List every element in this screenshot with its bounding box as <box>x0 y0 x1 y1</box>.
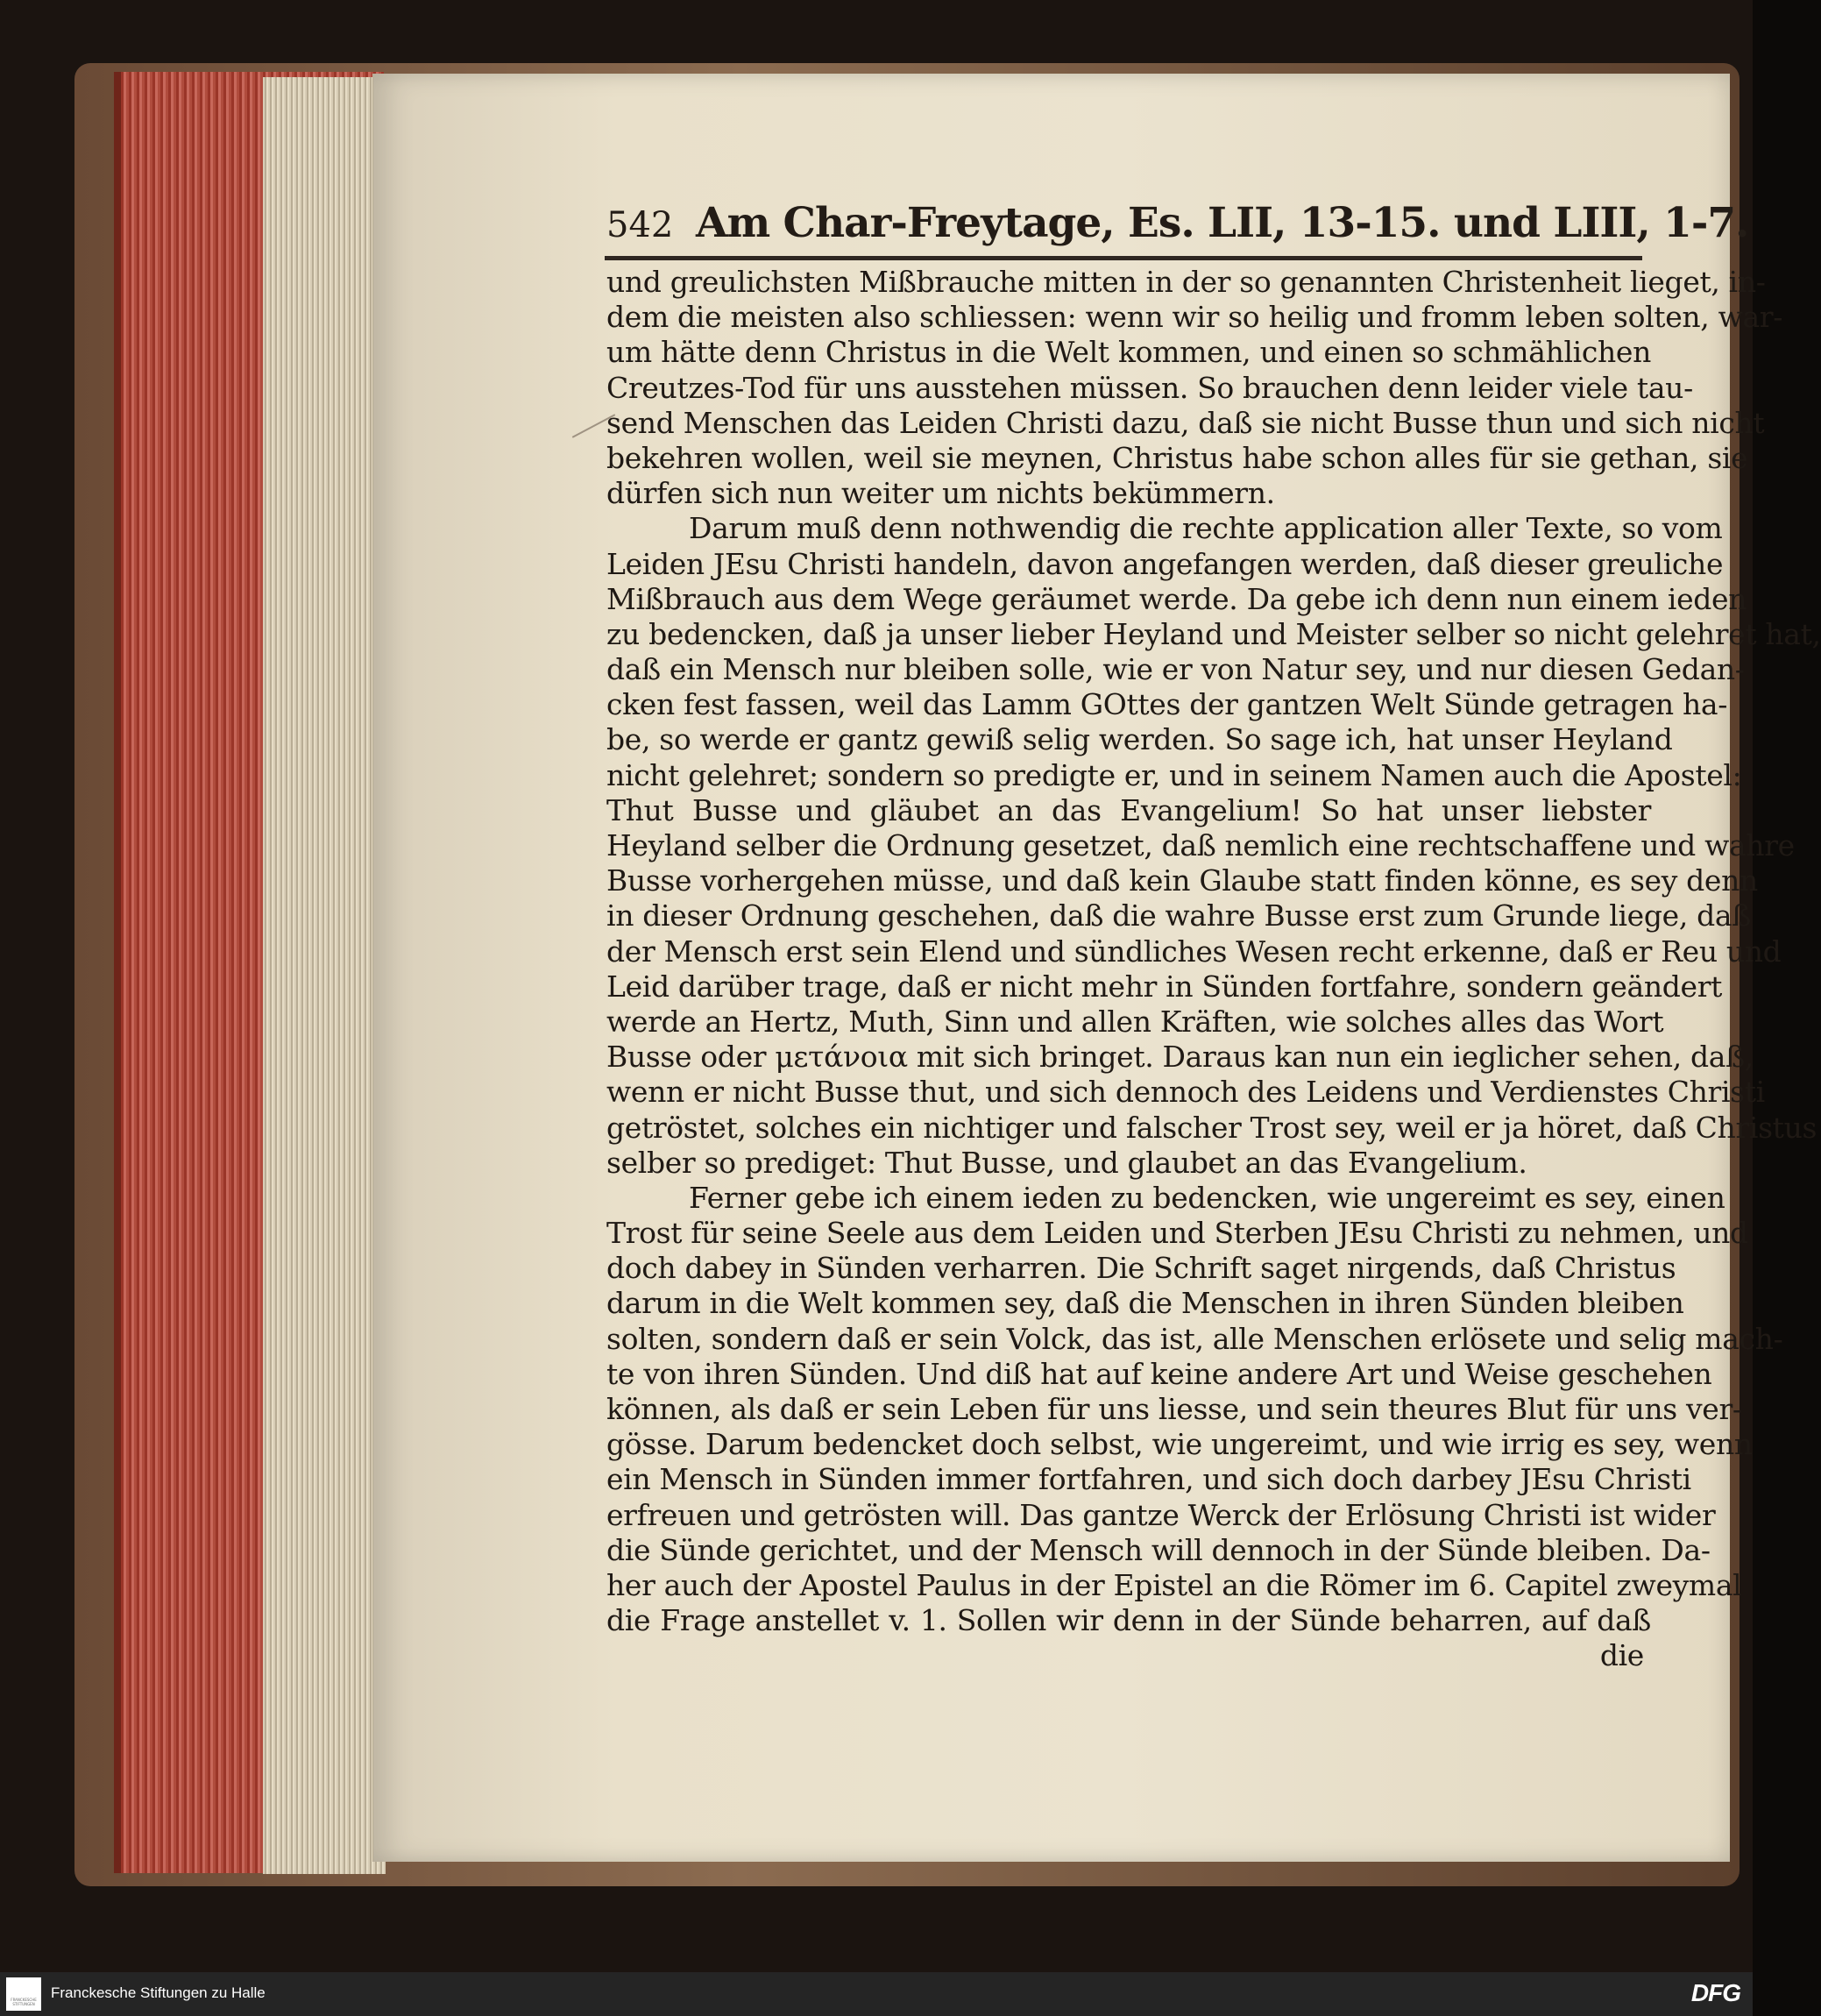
text-line: getröstet, solches ein nichtiger und falscher Trost sey, weil er ja höret, daß Christus <box>606 1110 1817 1145</box>
text-line: um hätte denn Christus in die Welt kommen, und einen so schmählichen <box>606 335 1651 370</box>
text-line: doch dabey in Sünden verharren. Die Schrift saget nirgends, daß Christus <box>606 1251 1676 1286</box>
text-line: Leid darüber trage, daß er nicht mehr in Sünden fortfahre, sondern geändert <box>606 969 1723 1004</box>
logo-caption: FRANCKESCHE STIFTUNGEN <box>11 1998 37 2006</box>
text-line: und greulichsten Mißbrauche mitten in der so genannten Christenheit lieget, in- <box>606 265 1766 299</box>
dfg-logo: DFG <box>1690 1979 1740 2006</box>
text-line: Trost für seine Seele aus dem Leiden und Sterben JEsu Christi zu nehmen, und <box>606 1216 1748 1251</box>
text-line: der Mensch erst sein Elend und sündliches Wesen recht erkenne, daß er Reu und <box>606 933 1782 969</box>
text-line: wenn er nicht Busse thut, und sich dennoch des Leidens und Verdienstes Christi <box>606 1075 1765 1110</box>
page-header-title: Am Char-Freytage, Es. LII, 13-15. und LIII, 1-7. <box>696 199 1749 247</box>
viewer-footer <box>0 1972 1753 2016</box>
text-line: Mißbrauch aus dem Wege geräumet werde. Da gebe ich denn nun einem ieden <box>606 581 1747 616</box>
text-line: Busse oder μετάνοια mit sich bringet. Daraus kan nun ein ieglicher sehen, daß, <box>606 1040 1754 1075</box>
text-line: können, als daß er sein Leben für uns liesse, und sein theures Blut für uns ver- <box>606 1392 1742 1426</box>
page-number: 542 <box>606 205 674 245</box>
text-line: ein Mensch in Sünden immer fortfahren, und sich doch darbey JEsu Christi <box>606 1462 1691 1497</box>
text-line: selber so prediget: Thut Busse, und glaubet an das Evangelium. <box>606 1145 1527 1180</box>
text-line: erfreuen und getrösten will. Das gantze Werck der Erlösung Christi ist wider <box>606 1497 1716 1532</box>
text-line: in dieser Ordnung geschehen, daß die wahre Busse erst zum Grunde liege, daß <box>606 898 1751 933</box>
text-line: Leiden JEsu Christi handeln, davon angefangen werden, daß dieser greuliche <box>606 546 1724 581</box>
text-line: send Menschen das Leiden Christi dazu, daß sie nicht Busse thun und sich nicht <box>606 405 1765 440</box>
text-line: dürfen sich nun weiter um nichts bekümmern. <box>606 476 1275 511</box>
reverse-side-show-through <box>613 1652 1604 1696</box>
text-line: gösse. Darum bedencket doch selbst, wie ungereimt, und wie irrig es sey, wenn <box>606 1427 1753 1462</box>
francke-foundation-logo <box>6 1977 41 2011</box>
paragraph-start-line: Darum muß denn nothwendig die rechte application aller Texte, so vom <box>689 511 1723 546</box>
paper-page-edges <box>263 77 386 1874</box>
text-line: cken fest fassen, weil das Lamm GOttes der gantzen Welt Sünde getragen ha- <box>606 687 1728 722</box>
page-text-block <box>606 265 1821 1674</box>
text-line: solten, sondern daß er sein Volck, das ist, alle Menschen erlösete und selig mach- <box>606 1321 1783 1356</box>
text-line: Busse vorhergehen müsse, und daß kein Glaube statt finden könne, es sey denn <box>606 863 1758 898</box>
header-rule <box>605 256 1642 260</box>
text-line: bekehren wollen, weil sie meynen, Christus habe schon alles für sie gethan, sie <box>606 440 1748 475</box>
text-line: te von ihren Sünden. Und diß hat auf keine andere Art und Weise geschehen <box>606 1356 1712 1391</box>
text-line: werde an Hertz, Muth, Sinn und allen Kräften, wie solches alles das Wort <box>606 1004 1664 1039</box>
text-line: nicht gelehret; sondern so predigte er, und in seinem Namen auch die Apostel: <box>606 757 1742 792</box>
paragraph-start-line: Ferner gebe ich einem ieden zu bedencken, wie ungereimt es sey, einen <box>689 1180 1725 1215</box>
text-line: zu bedencken, daß ja unser lieber Heyland und Meister selber so nicht gelehret hat, <box>606 616 1821 651</box>
text-line: die Sünde gerichtet, und der Mensch will dennoch in der Sünde bleiben. Da- <box>606 1532 1711 1567</box>
text-line: Thut Busse und gläubet an das Evangelium! So hat unser liebster <box>606 792 1651 827</box>
text-line: Heyland selber die Ordnung gesetzet, daß nemlich eine rechtschaffene und wahre <box>606 828 1795 862</box>
running-header <box>606 195 1749 252</box>
institution-name: Franckesche Stiftungen zu Halle <box>51 1984 266 2001</box>
text-line: darum in die Welt kommen sey, daß die Menschen in ihren Sünden bleiben <box>606 1286 1684 1321</box>
text-line: be, so werde er gantz gewiß selig werden. So sage ich, hat unser Heyland <box>606 722 1673 757</box>
text-line: daß ein Mensch nur bleiben solle, wie er von Natur sey, und nur diesen Gedan- <box>606 652 1745 687</box>
text-line: die Frage anstellet v. 1. Sollen wir denn in der Sünde beharren, auf daß <box>606 1603 1651 1638</box>
catchword: die <box>1599 1638 1644 1673</box>
text-line: Creutzes-Tod für uns ausstehen müssen. So brauchen denn leider viele tau- <box>606 370 1693 405</box>
text-line: dem die meisten also schliessen: wenn wir so heilig und fromm leben solten, war- <box>606 300 1783 335</box>
text-line: her auch der Apostel Paulus in der Epistel an die Römer im 6. Capitel zweymal <box>606 1567 1742 1602</box>
